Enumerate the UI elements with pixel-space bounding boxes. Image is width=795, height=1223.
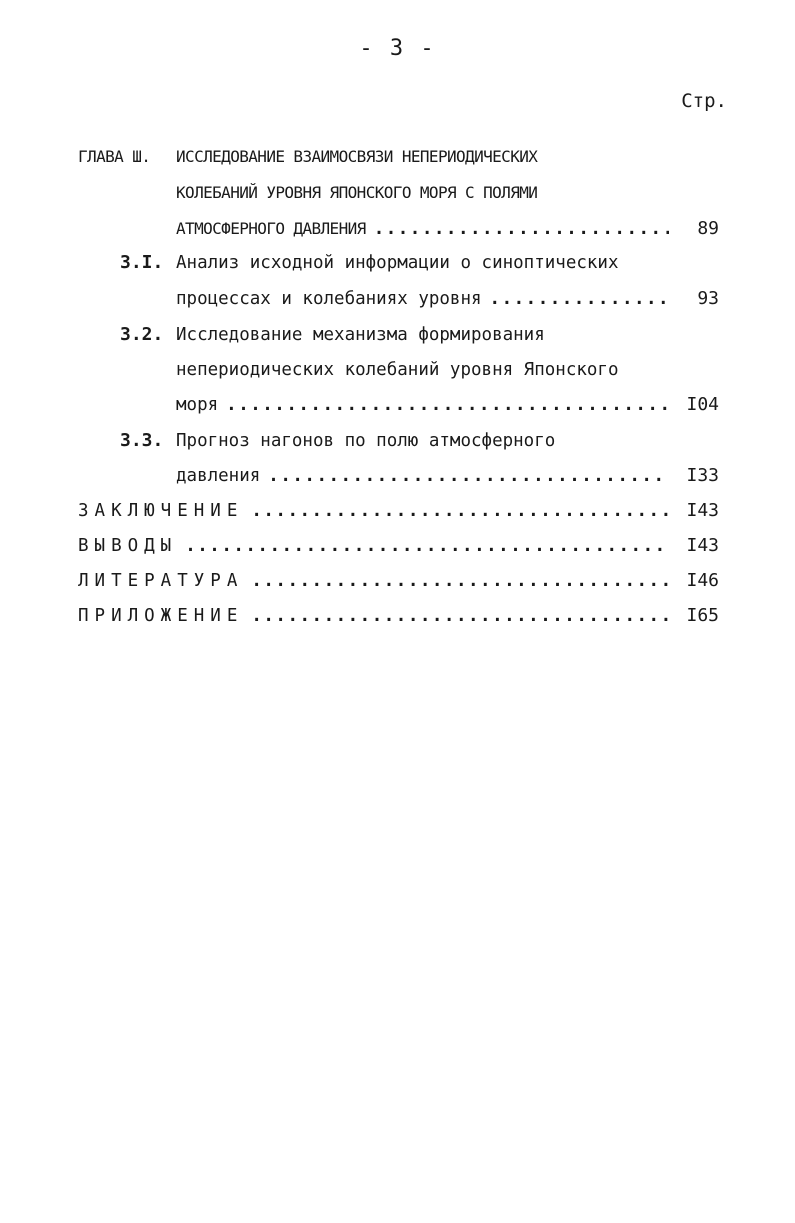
chapter-title-line-3: АТМОСФЕРНОГО ДАВЛЕНИЯ — [176, 219, 366, 238]
chapter-title-line-2: КОЛЕБАНИЙ УРОВНЯ ЯПОНСКОГО МОРЯ С ПОЛЯМИ — [176, 183, 538, 202]
toc-entry-literature[interactable] — [78, 564, 719, 598]
dot-leader — [185, 529, 669, 563]
toc-entry-appendix[interactable] — [78, 599, 719, 633]
toc-entry-section-3-1[interactable] — [176, 282, 719, 316]
section-page: 93 — [697, 288, 719, 309]
back-matter-title: ПРИЛОЖЕНИЕ — [78, 606, 244, 626]
back-matter-page: I65 — [686, 605, 719, 626]
chapter-title-line-1: ИССЛЕДОВАНИЕ ВЗАИМОСВЯЗИ НЕПЕРИОДИЧЕСКИХ — [176, 147, 538, 166]
back-matter-title: ВЫВОДЫ — [78, 536, 178, 556]
toc-entry-conclusion[interactable] — [78, 494, 719, 528]
section-title-line-3: моря — [176, 395, 219, 415]
back-matter-page: I46 — [686, 570, 719, 591]
chapter-label: ГЛАВА Ш. — [78, 147, 151, 166]
section-number: 3.3. — [120, 430, 164, 451]
section-number: 3.I. — [120, 252, 164, 273]
dot-leader — [251, 494, 669, 528]
chapter-page: 89 — [697, 218, 719, 239]
section-title-line-2: непериодических колебаний уровня Японского — [176, 360, 619, 380]
back-matter-page: I43 — [686, 500, 719, 521]
dot-leader — [251, 564, 669, 598]
toc-entry-section-3-3[interactable] — [176, 459, 719, 493]
dot-leader — [268, 459, 669, 493]
dot-leader — [226, 388, 669, 422]
dot-leader — [251, 599, 669, 633]
toc-entry-section-3-2[interactable] — [176, 388, 719, 422]
section-page: I33 — [686, 465, 719, 486]
section-page: I04 — [686, 394, 719, 415]
back-matter-title: ЗАКЛЮЧЕНИЕ — [78, 501, 244, 521]
section-title-line-2: процессах и колебаниях уровня — [176, 289, 482, 309]
page-column-header: Стр. — [681, 90, 727, 112]
back-matter-page: I43 — [686, 535, 719, 556]
section-title-line-1: Исследование механизма формирования — [176, 325, 545, 345]
dot-leader — [374, 212, 669, 246]
dot-leader — [490, 282, 669, 316]
section-number: 3.2. — [120, 324, 164, 345]
page-number: - 3 - — [359, 36, 436, 61]
toc-entry-chapter-3[interactable] — [176, 212, 719, 246]
section-title-line-1: Анализ исходной информации о синоптических — [176, 253, 619, 273]
back-matter-title: ЛИТЕРАТУРА — [78, 571, 244, 591]
section-title-line-2: давления — [176, 466, 261, 486]
section-title-line-1: Прогноз нагонов по полю атмосферного — [176, 431, 556, 451]
toc-entry-findings[interactable] — [78, 529, 719, 563]
